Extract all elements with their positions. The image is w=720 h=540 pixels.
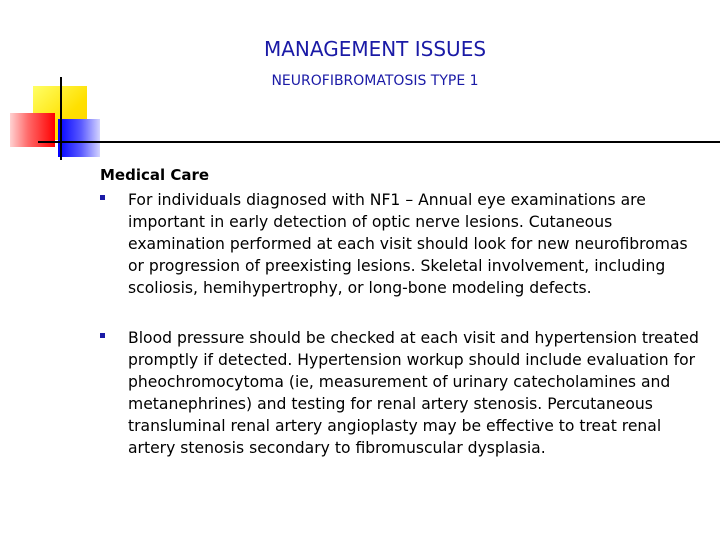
bullet-item	[100, 189, 700, 299]
square-bullet-icon	[100, 195, 105, 200]
section-heading: Medical Care	[100, 166, 210, 184]
decorative-vertical-line	[60, 77, 62, 160]
decorative-blue-square	[58, 119, 100, 157]
bullet-item	[100, 327, 700, 459]
title-divider-line	[38, 141, 720, 143]
square-bullet-icon	[100, 333, 105, 338]
slide-subtitle: NEUROFIBROMATOSIS TYPE 1	[271, 73, 479, 89]
bullet-text: For individuals diagnosed with NF1 – Annual eye examinations are important in early detection of optic nerve lesions. Cutaneous examination performed at each visit should look for new neurofibromas or progression of preexisting lesions. Skeletal involvement, including scoliosis, hemihypertrophy, or long-bone modeling defects.	[128, 191, 688, 297]
bullet-text: Blood pressure should be checked at each visit and hypertension treated promptly if detected. Hypertension workup should include evaluation for pheochromocytoma (ie, measurement of urinary catecholamines and metanephrines) and testing for renal artery stenosis. Percutaneous transluminal renal artery angioplasty may be effective to treat renal artery stenosis secondary to fibromuscular dysplasia.	[128, 329, 699, 457]
slide-title: MANAGEMENT ISSUES	[263, 37, 487, 61]
